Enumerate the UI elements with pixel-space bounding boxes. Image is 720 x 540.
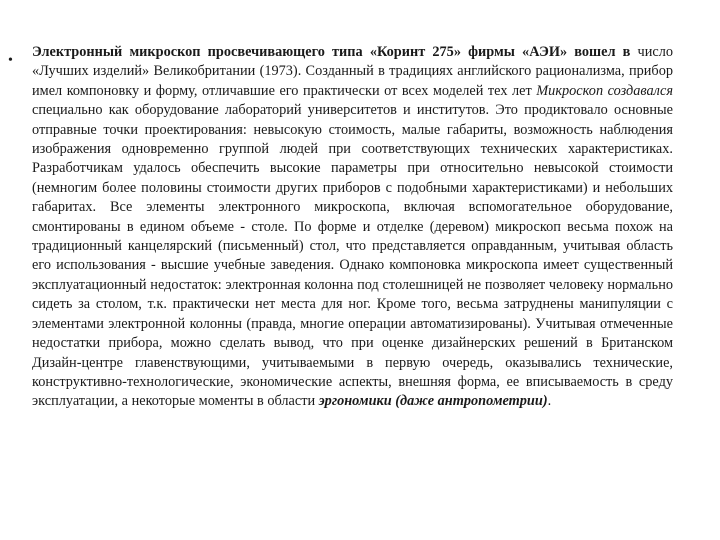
bullet-marker: •	[8, 53, 13, 68]
paragraph-text-2: специально как оборудование лабораторий университетов и институтов. Это продиктовало основные отправные точки проектирования: невысокую стоимость, малые габариты, возможность наблюдения изображения одновременно группой людей при соответствующих технических характеристиках. Разработчикам удалось обеспечить высокие параметры при относительно невысокой стоимости (немногим более половины стоимости других приборов с подобными характеристиками) и небольших габаритах. Все элементы электронного микроскопа, включая вспомогательное оборудование, смонтированы в едином объеме - столе. По форме и отделке (деревом) микроскоп весьма похож на традиционный канцелярский (письменный) стол, что представляется оправданным, учитывая область его использования - высшие учебные заведения. Однако компоновка микроскопа имеет существенный эксплуатационный недостаток: электронная колонна под столешницей не позволяет человеку нормально сидеть за столом, т.к. практически нет места для ног. Кроме того, весьма затруднены манипуляции с элементами электронной колонны (правда, многие операции автоматизированы). Учитывая отмеченные недостатки прибора, можно сделать вывод, что при оценке дизайнерских решений в Британском Дизайн-центре главенствующими, учитываемыми в первую очередь, оказывались технические, конструктивно-технологические, экономические аспекты, внешняя форма, ее вписываемость в среду эксплуатации, а некоторые моменты в области	[32, 102, 673, 410]
end-punctuation: .	[547, 393, 552, 410]
italic-phrase: Микроскоп создавался	[536, 82, 673, 99]
body-paragraph	[32, 43, 673, 412]
lead-sentence-bold: Электронный микроскоп просвечивающего типа «Коринт 275» фирмы «АЭИ» вошел в	[32, 44, 631, 60]
paragraph-text-1: число «Лучших изделий» Великобритании (1973). Созданный в традициях английского рационализма, прибор имел компоновку и форму, отличавшие его практически от всех моделей тех лет	[32, 44, 673, 99]
bold-italic-ending: эргономики (даже антропометрии)	[318, 393, 548, 410]
